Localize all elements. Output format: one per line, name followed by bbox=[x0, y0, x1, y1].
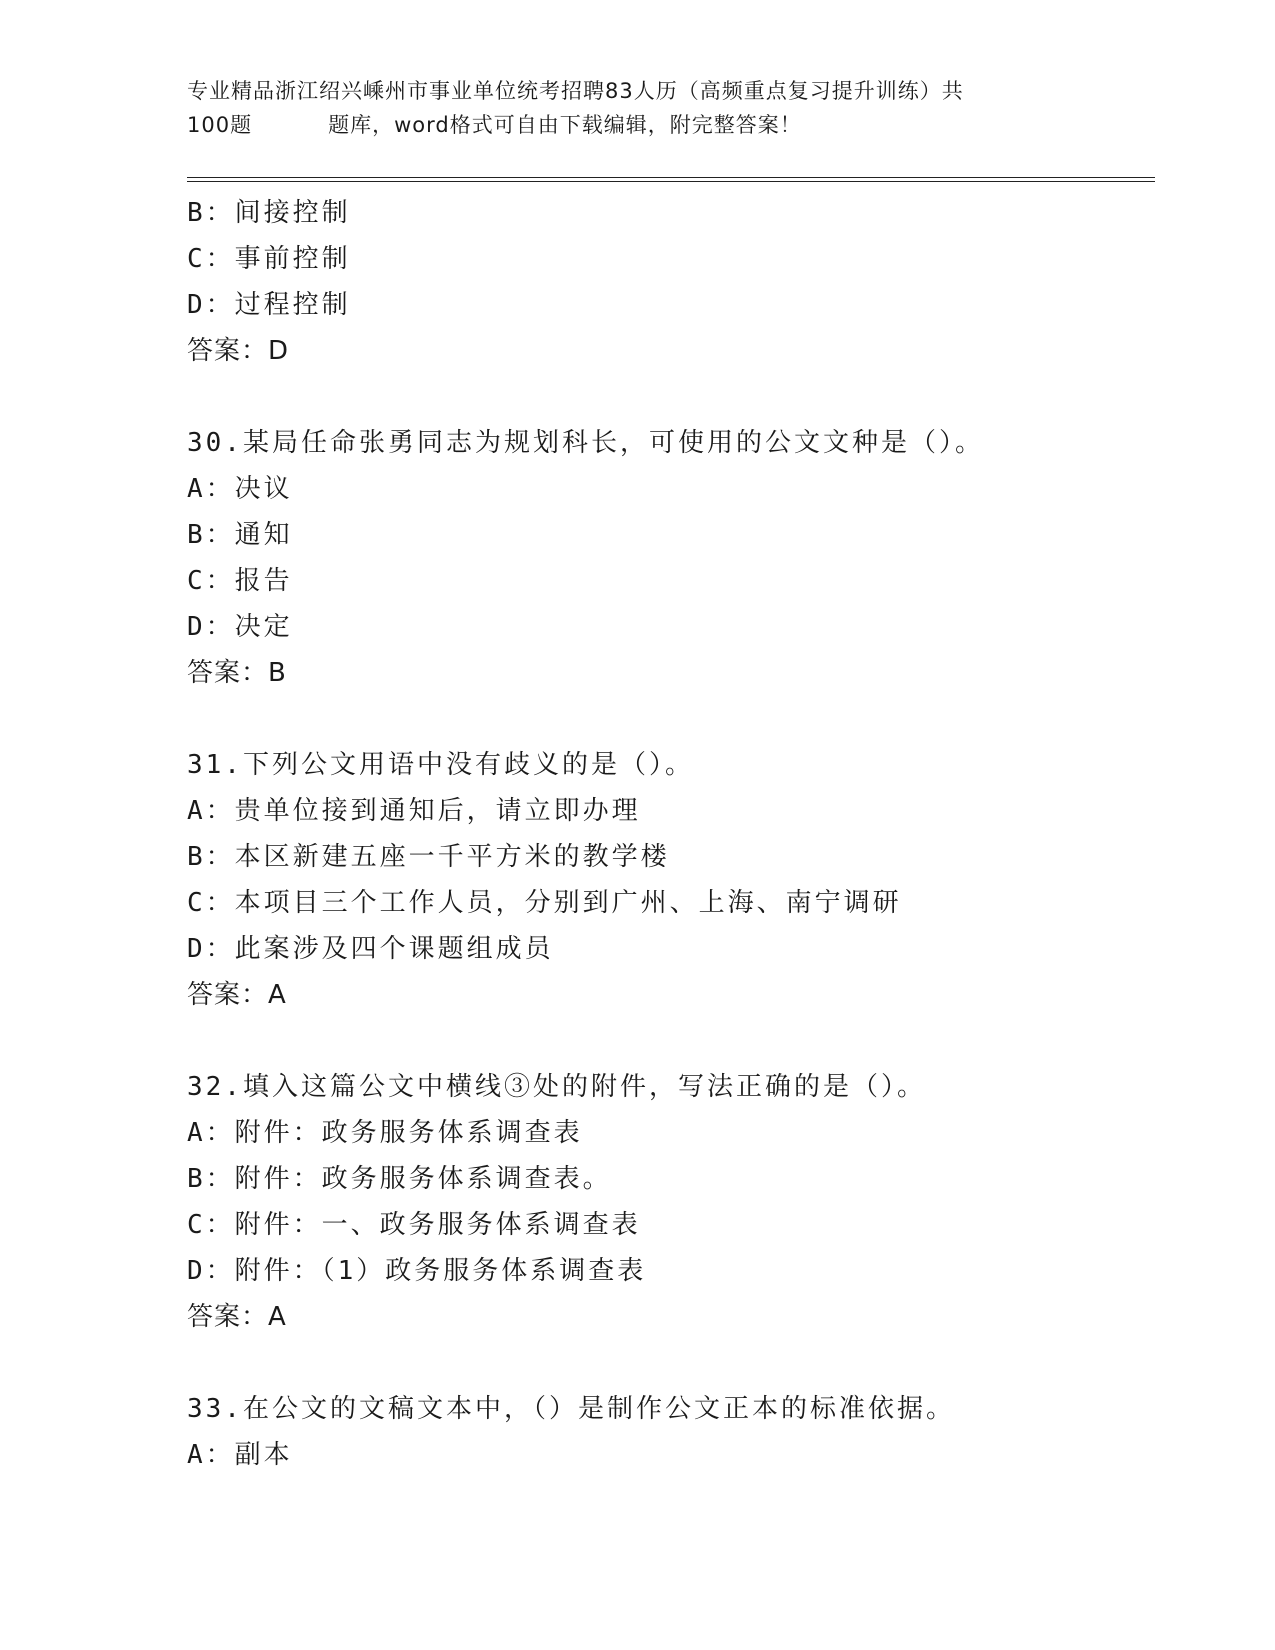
option-c: C：附件：一、政务服务体系调查表 bbox=[187, 1210, 641, 1240]
option-d: D：过程控制 bbox=[187, 290, 351, 320]
option-c: C：本项目三个工作人员，分别到广州、上海、南宁调研 bbox=[187, 888, 902, 918]
answer-line: 答案：A bbox=[187, 980, 287, 1010]
option-b: B：附件：政务服务体系调查表。 bbox=[187, 1164, 612, 1194]
answer-line: 答案：D bbox=[187, 336, 290, 366]
question-block-30 bbox=[187, 420, 1155, 696]
header-line-2 bbox=[187, 108, 1087, 142]
question-block-31 bbox=[187, 742, 1155, 1018]
option-c: C：报告 bbox=[187, 566, 293, 596]
question-block-29 bbox=[187, 190, 1155, 374]
option-b: B：本区新建五座一千平方米的教学楼 bbox=[187, 842, 670, 872]
option-d: D：附件：（1）政务服务体系调查表 bbox=[187, 1256, 647, 1286]
question-stem: 33.在公文的文稿文本中，（）是制作公文正本的标准依据。 bbox=[187, 1394, 955, 1424]
option-d: D：决定 bbox=[187, 612, 293, 642]
option-b: B：通知 bbox=[187, 520, 293, 550]
header-line-2-count: 100题 bbox=[187, 113, 253, 137]
option-a: A：附件：政务服务体系调查表 bbox=[187, 1118, 583, 1148]
option-b: B：间接控制 bbox=[187, 198, 351, 228]
header-line-2-text: 题库，word格式可自由下载编辑，附完整答案！ bbox=[328, 113, 802, 137]
option-a: A：副本 bbox=[187, 1440, 293, 1470]
answer-line: 答案：A bbox=[187, 1302, 287, 1332]
header-line-1: 专业精品浙江绍兴嵊州市事业单位统考招聘83人历（高频重点复习提升训练）共 bbox=[187, 79, 964, 103]
question-block-33 bbox=[187, 1386, 1155, 1478]
option-d: D：此案涉及四个课题组成员 bbox=[187, 934, 554, 964]
document-header bbox=[187, 74, 1087, 142]
question-block-32 bbox=[187, 1064, 1155, 1340]
header-rule-bottom bbox=[187, 181, 1155, 182]
question-list bbox=[187, 190, 1155, 1478]
option-c: C：事前控制 bbox=[187, 244, 351, 274]
option-a: A：贵单位接到通知后，请立即办理 bbox=[187, 796, 641, 826]
header-rule-top bbox=[187, 177, 1155, 178]
answer-line: 答案：B bbox=[187, 658, 287, 688]
question-stem: 30.某局任命张勇同志为规划科长，可使用的公文文种是（）。 bbox=[187, 428, 984, 458]
question-stem: 32.填入这篇公文中横线③处的附件，写法正确的是（）。 bbox=[187, 1072, 926, 1102]
question-stem: 31.下列公文用语中没有歧义的是（）。 bbox=[187, 750, 694, 780]
option-a: A：决议 bbox=[187, 474, 293, 504]
